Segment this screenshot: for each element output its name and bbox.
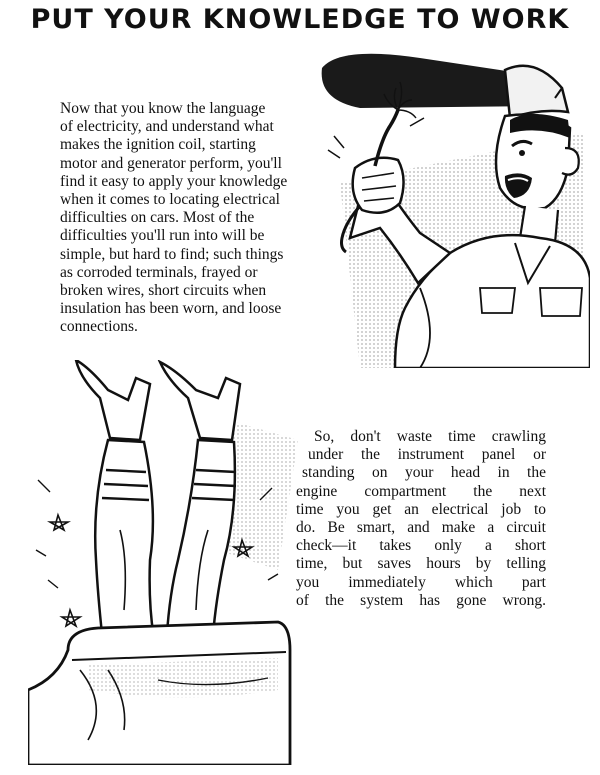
paragraph-line: you immediately which part [296,573,546,591]
paragraph-line: difficulties you'll run into will be [60,227,265,245]
advice-paragraph [296,428,546,610]
left-boot [76,360,150,440]
paragraph-line: difficulties on cars. Most of the [60,209,255,227]
paragraph-line: connections. [60,318,138,336]
paragraph-line: under the instrument panel or [308,446,546,464]
paragraph-line: find it easy to apply your knowledge [60,172,288,190]
paragraph-line: when it comes to locating electrical [60,191,280,209]
paragraph-line: do. Be smart, and make a circuit [296,519,546,537]
paragraph-line: check—it takes only a short [296,537,546,555]
paragraph-line: So, don't waste time crawling [314,428,546,445]
paragraph-line: insulation has been worn, and loose [60,300,282,318]
paragraph-line: simple, but hard to find; such things [60,245,284,263]
paragraph-line: of electricity, and understand what [60,118,274,136]
right-boot [160,362,240,440]
intro-paragraph [60,100,320,337]
paragraph-line: makes the ignition coil, starting [60,136,256,154]
paragraph-line: of the system has gone wrong. [296,591,546,609]
paragraph-line: time, but saves hours by telling [296,555,546,573]
paragraph-line: as corroded terminals, frayed or [60,263,258,281]
paragraph-line: Now that you know the language [60,100,266,117]
mechanic-upside-down-in-engine-illustration [28,360,298,765]
fist [353,158,404,213]
page-title: PUT YOUR KNOWLEDGE TO WORK [30,4,570,35]
paragraph-line: standing on your head in the [302,464,546,482]
paragraph-line: engine compartment the next [296,482,546,500]
paragraph-line: motor and generator perform, you'll [60,154,282,172]
paragraph-line: time you get an electrical job to [296,500,546,518]
soldier-with-frayed-wire-illustration [300,38,590,368]
paragraph-line: broken wires, short circuits when [60,282,267,300]
